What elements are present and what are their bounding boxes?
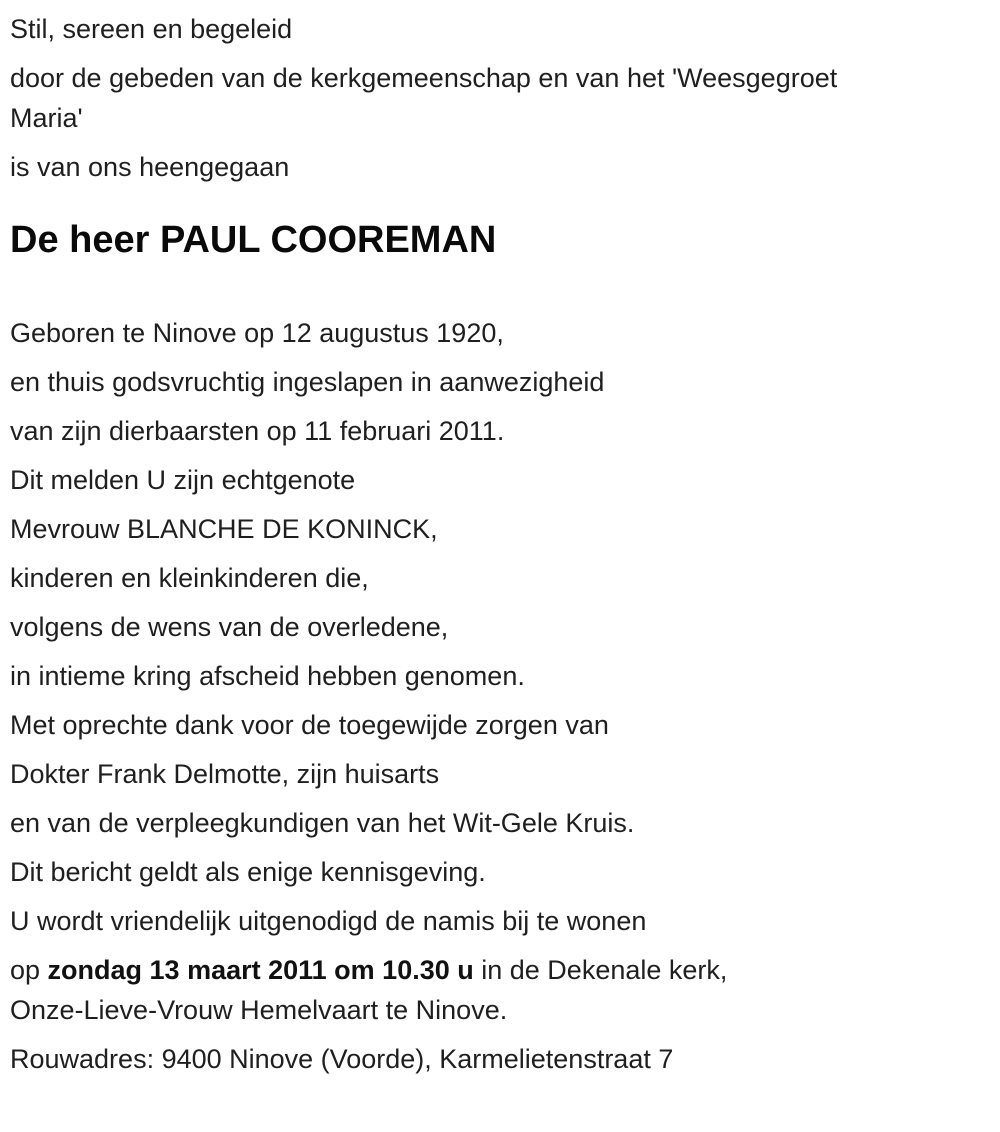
- spouse-line: Mevrouw BLANCHE DE KONINCK,: [10, 514, 438, 544]
- wish-paragraph-2: [10, 656, 960, 696]
- passed-paragraph-2: [10, 411, 960, 451]
- family-paragraph: [10, 558, 960, 598]
- announce-line: Dit melden U zijn echtgenote: [10, 465, 356, 495]
- passed-line-1: en thuis godsvruchtig ingeslapen in aanwezigheid: [10, 367, 605, 397]
- thanks-paragraph-1: [10, 705, 960, 745]
- born-paragraph: [10, 313, 960, 353]
- intro-paragraph-1: [10, 9, 960, 49]
- invitation-line: U wordt vriendelijk uitgenodigd de namis bij te wonen: [10, 906, 647, 936]
- invitation-paragraph: [10, 901, 960, 941]
- family-line: kinderen en kleinkinderen die,: [10, 563, 369, 593]
- ceremony-line-1: [10, 950, 960, 990]
- wish-paragraph-1: [10, 607, 960, 647]
- thanks-paragraph-3: [10, 803, 960, 843]
- intro-line-2b: Maria': [10, 103, 83, 133]
- ceremony-datetime: zondag 13 maart 2011 om 10.30 u: [47, 955, 474, 985]
- mourning-address-paragraph: [10, 1039, 960, 1079]
- spouse-paragraph: [10, 509, 960, 549]
- wish-line-2: in intieme kring afscheid hebben genomen.: [10, 661, 525, 691]
- notice-only-paragraph: [10, 852, 960, 892]
- ceremony-line-2: Onze-Lieve-Vrouw Hemelvaart te Ninove.: [10, 995, 508, 1025]
- born-line: Geboren te Ninove op 12 augustus 1920,: [10, 318, 504, 348]
- intro-line-2a: door de gebeden van de kerkgemeenschap en van het 'Weesgegroet: [10, 63, 838, 93]
- ceremony-prefix: op: [10, 955, 48, 985]
- thanks-line-1: Met oprechte dank voor de toegewijde zorgen van: [10, 710, 609, 740]
- intro-paragraph-3: [10, 147, 960, 187]
- intro-line-1: Stil, sereen en begeleid: [10, 14, 293, 44]
- notice-only-line: Dit bericht geldt als enige kennisgeving.: [10, 857, 486, 887]
- ceremony-paragraph: [10, 950, 960, 1030]
- passed-line-2: van zijn dierbaarsten op 11 februari 2011.: [10, 416, 505, 446]
- thanks-paragraph-2: [10, 754, 960, 794]
- passed-paragraph-1: [10, 362, 960, 402]
- intro-paragraph-2: [10, 58, 960, 138]
- thanks-line-3: en van de verpleegkundigen van het Wit-Gele Kruis.: [10, 808, 635, 838]
- deceased-name-heading: De heer PAUL COOREMAN: [10, 219, 497, 261]
- ceremony-suffix: in de Dekenale kerk,: [473, 955, 728, 985]
- intro-line-3: is van ons heengegaan: [10, 152, 290, 182]
- wish-line-1: volgens de wens van de overledene,: [10, 612, 449, 642]
- thanks-line-2: Dokter Frank Delmotte, zijn huisarts: [10, 759, 440, 789]
- announce-paragraph: [10, 460, 960, 500]
- mourning-address-line: Rouwadres: 9400 Ninove (Voorde), Karmelietenstraat 7: [10, 1044, 674, 1074]
